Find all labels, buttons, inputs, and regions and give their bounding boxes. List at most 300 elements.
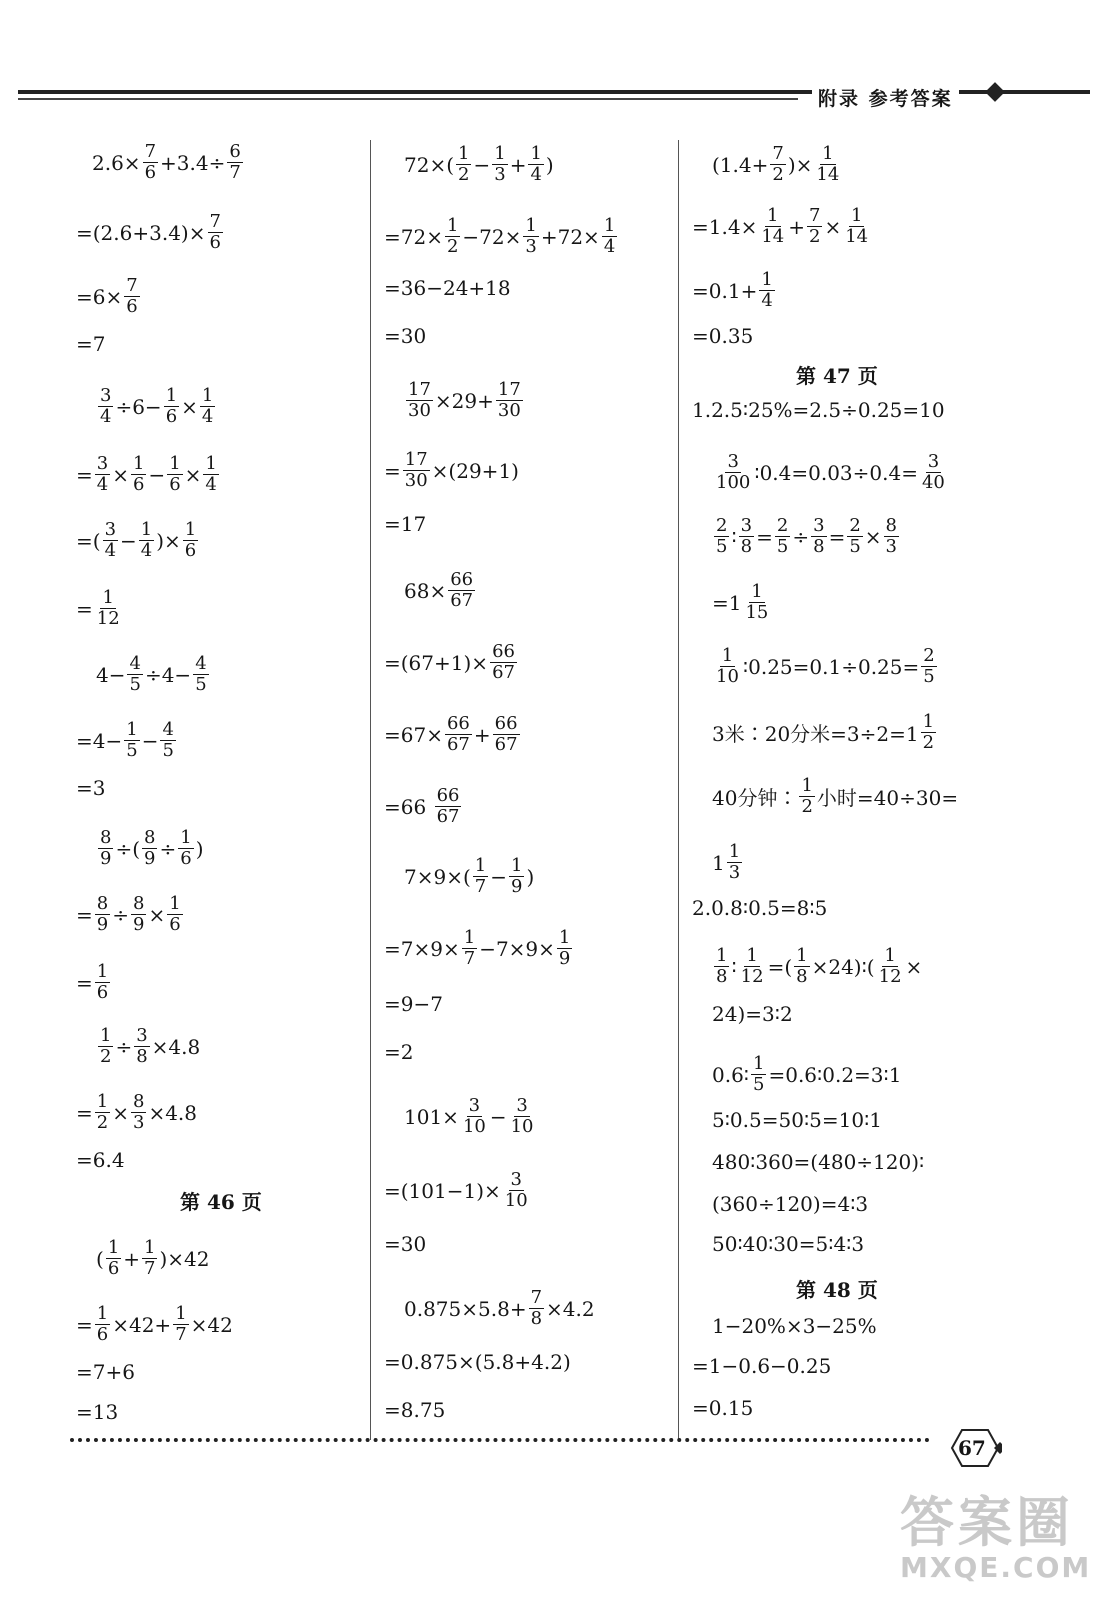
page-heading xyxy=(796,1274,878,1303)
numerator: 3 xyxy=(927,451,940,472)
fraction xyxy=(134,1026,149,1067)
numerator: 3 xyxy=(510,1169,522,1190)
fraction xyxy=(811,516,826,557)
numerator: 17 xyxy=(408,379,431,400)
math-text: − xyxy=(141,728,159,753)
math-text: 第 46 页 xyxy=(180,1190,262,1214)
math-text: + xyxy=(509,152,527,177)
numerator: 1 xyxy=(175,1303,187,1324)
math-text: × xyxy=(864,524,882,549)
math-text: =(2.6+3.4)× xyxy=(76,220,206,245)
denominator: 9 xyxy=(144,848,156,869)
denominator: 2 xyxy=(922,732,935,753)
denominator: 5 xyxy=(162,740,174,761)
denominator: 6 xyxy=(180,848,192,869)
denominator: 6 xyxy=(169,914,181,935)
numerator: 3 xyxy=(136,1025,148,1046)
fraction xyxy=(714,646,741,687)
numerator: 7 xyxy=(126,275,138,296)
math-text: 0.6∶ xyxy=(712,1062,750,1087)
numerator: 1 xyxy=(96,1091,109,1112)
math-line xyxy=(384,928,574,969)
denominator: 7 xyxy=(175,1324,187,1345)
fraction xyxy=(462,928,477,969)
math-text: 第 47 页 xyxy=(796,364,878,388)
math-line xyxy=(692,896,827,920)
fraction xyxy=(98,828,113,869)
numerator: 1 xyxy=(721,645,734,666)
math-text: ∶ xyxy=(731,524,737,549)
numerator: 1 xyxy=(767,205,779,226)
math-text: − xyxy=(120,528,137,553)
numerator: 66 xyxy=(492,641,515,662)
numerator: 7 xyxy=(209,211,221,232)
denominator: 30 xyxy=(404,470,428,491)
math-text: =3 xyxy=(76,776,106,800)
math-text: + xyxy=(473,722,491,747)
numerator: 66 xyxy=(450,569,474,590)
numerator: 1 xyxy=(558,927,571,948)
numerator: 3 xyxy=(104,519,117,540)
math-line xyxy=(76,212,225,253)
math-text: ×29+ xyxy=(434,388,494,413)
denominator: 14 xyxy=(761,226,785,247)
fraction xyxy=(160,720,175,761)
math-line xyxy=(384,450,519,491)
numerator: 1 xyxy=(144,1237,156,1258)
math-text: =8.75 xyxy=(384,1398,446,1422)
math-text: − xyxy=(473,152,491,177)
math-text: (360÷120)=4∶3 xyxy=(712,1192,869,1216)
numerator: 1 xyxy=(746,945,758,966)
math-text: )× xyxy=(156,528,181,553)
math-text: = xyxy=(384,458,401,483)
math-line xyxy=(384,324,426,348)
math-line xyxy=(692,1354,831,1378)
denominator: 6 xyxy=(96,982,109,1003)
math-text: =30 xyxy=(384,324,427,348)
math-line xyxy=(76,894,185,935)
page-heading xyxy=(180,1186,262,1215)
math-line xyxy=(76,588,124,629)
denominator: 2 xyxy=(96,1112,109,1133)
math-line xyxy=(692,270,777,311)
numerator: 8 xyxy=(96,893,109,914)
footer-dotted-rule xyxy=(70,1438,930,1442)
numerator: 8 xyxy=(144,827,156,848)
math-text: =7×9× xyxy=(384,936,460,961)
denominator: 8 xyxy=(530,1308,543,1329)
fraction xyxy=(178,828,193,869)
fraction xyxy=(95,588,122,629)
denominator: 7 xyxy=(144,1258,156,1279)
denominator: 2 xyxy=(446,236,459,257)
math-text: ×(29+1) xyxy=(431,458,519,483)
math-text: = xyxy=(76,1100,93,1125)
numerator: 2 xyxy=(849,515,861,536)
math-text: =0.35 xyxy=(692,324,754,348)
fraction xyxy=(814,144,841,185)
fraction xyxy=(473,856,488,897)
math-line xyxy=(76,1400,118,1424)
numerator: 3 xyxy=(727,451,739,472)
fraction xyxy=(714,946,729,987)
denominator: 30 xyxy=(497,400,521,421)
math-text: =9−7 xyxy=(384,992,443,1016)
fraction xyxy=(95,454,110,495)
math-line xyxy=(712,1108,882,1132)
math-line xyxy=(692,1396,753,1420)
math-text: =0.6∶0.2=3∶1 xyxy=(768,1062,902,1087)
fraction xyxy=(183,520,198,561)
denominator: 8 xyxy=(740,536,753,557)
denominator: 7 xyxy=(229,162,241,183)
math-text: ) xyxy=(545,152,554,177)
math-line xyxy=(384,642,519,683)
denominator: 6 xyxy=(132,474,145,495)
math-text: ×42+ xyxy=(112,1312,172,1337)
math-text: +72× xyxy=(540,224,600,249)
denominator: 4 xyxy=(761,290,773,311)
column-divider xyxy=(678,140,679,1440)
denominator: 10 xyxy=(510,1116,534,1137)
numerator: 7 xyxy=(772,143,784,164)
denominator: 10 xyxy=(462,1116,486,1137)
numerator: 3 xyxy=(100,385,112,406)
fraction xyxy=(739,516,754,557)
math-text: )×42 xyxy=(159,1246,210,1271)
fraction xyxy=(403,450,430,491)
denominator: 9 xyxy=(558,948,571,969)
numerator: 1 xyxy=(850,205,863,226)
numerator: 66 xyxy=(436,785,460,806)
diamond-icon xyxy=(985,82,1005,102)
denominator: 4 xyxy=(603,236,616,257)
denominator: 6 xyxy=(107,1258,120,1279)
denominator: 4 xyxy=(530,164,542,185)
math-text: =72× xyxy=(384,224,443,249)
denominator: 8 xyxy=(136,1046,148,1067)
numerator: 1 xyxy=(474,855,487,876)
fraction xyxy=(775,516,790,557)
numerator: 2 xyxy=(716,515,728,536)
math-line xyxy=(712,1150,924,1174)
denominator: 4 xyxy=(201,406,214,427)
denominator: 8 xyxy=(813,536,825,557)
fraction xyxy=(124,720,139,761)
fraction xyxy=(98,1026,113,1067)
numerator: 1 xyxy=(796,945,808,966)
fraction xyxy=(98,386,113,427)
fraction xyxy=(167,454,182,495)
math-text: ×4.8 xyxy=(151,1034,201,1059)
fraction xyxy=(445,714,472,755)
fraction xyxy=(529,1288,544,1329)
math-text: = xyxy=(828,524,846,549)
numerator: 1 xyxy=(530,143,542,164)
math-text: =17 xyxy=(384,512,427,536)
math-text: = xyxy=(76,462,93,487)
fraction xyxy=(173,1304,188,1345)
numerator: 1 xyxy=(884,945,896,966)
numerator: 8 xyxy=(132,1091,145,1112)
math-text: = xyxy=(76,596,93,621)
numerator: 3 xyxy=(813,515,825,536)
fraction xyxy=(448,570,475,611)
denominator: 3 xyxy=(728,862,741,883)
math-text: ) xyxy=(526,864,535,889)
numerator: 2 xyxy=(776,515,789,536)
fraction xyxy=(200,386,215,427)
math-line xyxy=(384,276,511,300)
math-line xyxy=(712,1054,901,1095)
denominator: 40 xyxy=(921,472,945,493)
fraction xyxy=(139,520,154,561)
fraction xyxy=(193,654,208,695)
denominator: 4 xyxy=(104,540,117,561)
fraction xyxy=(794,946,809,987)
denominator: 30 xyxy=(408,400,431,421)
math-text: × xyxy=(112,462,129,487)
math-text: =(101−1)× xyxy=(384,1178,501,1203)
denominator: 6 xyxy=(209,232,221,253)
fraction xyxy=(131,1092,146,1133)
denominator: 12 xyxy=(878,966,902,987)
math-text: 68× xyxy=(404,578,447,603)
fraction xyxy=(164,386,179,427)
fraction xyxy=(106,1238,121,1279)
math-text: × xyxy=(112,1100,129,1125)
numerator: 7 xyxy=(530,1287,543,1308)
denominator: 6 xyxy=(144,162,157,183)
math-text: ÷6− xyxy=(115,394,162,419)
denominator: 67 xyxy=(494,734,518,755)
fraction xyxy=(739,946,766,987)
numerator: 1 xyxy=(165,385,178,406)
denominator: 14 xyxy=(816,164,840,185)
math-text: ) xyxy=(195,836,204,861)
math-text: = xyxy=(76,902,93,927)
numerator: 4 xyxy=(195,653,207,674)
fraction xyxy=(406,380,433,421)
math-text: ÷ xyxy=(792,524,810,549)
math-text: =(67+1)× xyxy=(384,650,489,675)
math-line xyxy=(404,1288,595,1329)
denominator: 2 xyxy=(100,1046,112,1067)
math-line xyxy=(712,1002,793,1026)
math-line xyxy=(384,714,522,755)
math-text: =4− xyxy=(76,728,123,753)
math-text: ( xyxy=(96,1246,104,1271)
math-text: ×4.2 xyxy=(546,1296,595,1321)
math-line xyxy=(76,1360,135,1384)
denominator: 6 xyxy=(165,406,178,427)
fraction xyxy=(503,1170,530,1211)
fraction xyxy=(127,654,142,695)
math-line xyxy=(76,520,200,561)
math-line xyxy=(96,1026,200,1067)
math-line xyxy=(76,1092,197,1133)
numerator: 66 xyxy=(494,713,518,734)
denominator: 6 xyxy=(169,474,181,495)
math-text: = xyxy=(76,970,93,995)
math-text: 50∶40∶30=5∶4∶3 xyxy=(712,1232,865,1256)
numerator: 2 xyxy=(923,645,935,666)
numerator: 1 xyxy=(463,927,476,948)
fraction xyxy=(227,142,242,183)
denominator: 5 xyxy=(776,536,789,557)
math-text: ×42 xyxy=(190,1312,233,1337)
numerator: 1 xyxy=(169,893,181,914)
math-text: =6× xyxy=(76,284,123,309)
fraction xyxy=(95,1092,110,1133)
fraction xyxy=(751,1054,766,1095)
denominator: 67 xyxy=(450,590,474,611)
denominator: 4 xyxy=(140,540,153,561)
math-line xyxy=(692,398,945,422)
math-line xyxy=(92,142,245,183)
math-text: ∶ xyxy=(731,954,737,979)
fraction xyxy=(461,1096,488,1137)
denominator: 7 xyxy=(474,876,487,897)
math-line xyxy=(76,720,178,761)
denominator: 2 xyxy=(801,796,813,817)
math-text: =30 xyxy=(384,1232,427,1256)
fraction xyxy=(124,276,139,317)
numerator: 1 xyxy=(525,215,537,236)
fraction xyxy=(509,856,524,897)
denominator: 4 xyxy=(100,406,112,427)
fraction xyxy=(921,646,936,687)
math-text: =1 xyxy=(712,590,742,615)
denominator: 2 xyxy=(809,226,821,247)
denominator: 9 xyxy=(96,914,109,935)
math-line xyxy=(76,776,105,800)
numerator: 1 xyxy=(728,841,741,862)
numerator: 1 xyxy=(822,143,834,164)
math-line xyxy=(404,144,554,185)
denominator: 7 xyxy=(463,948,476,969)
watermark-top: 答案圈 xyxy=(900,1491,1074,1554)
math-line xyxy=(96,654,211,695)
math-line xyxy=(76,332,105,356)
math-text: =36−24+18 xyxy=(384,276,511,300)
math-text: =7+6 xyxy=(76,1360,135,1384)
denominator: 4 xyxy=(205,474,217,495)
math-text: )× xyxy=(787,152,813,177)
math-text: ×24)∶( xyxy=(811,954,875,979)
numerator: 1 xyxy=(180,827,192,848)
numerator: 3 xyxy=(468,1095,481,1116)
math-text: × xyxy=(181,394,198,419)
fraction xyxy=(743,582,770,623)
fraction xyxy=(759,206,786,247)
numerator: 1 xyxy=(751,581,763,602)
denominator: 5 xyxy=(923,666,935,687)
numerator: 66 xyxy=(446,713,470,734)
math-text: 24)=3∶2 xyxy=(712,1002,793,1026)
math-text: (1.4+ xyxy=(712,152,769,177)
numerator: 4 xyxy=(129,653,141,674)
numerator: 1 xyxy=(494,143,506,164)
fraction xyxy=(509,1096,536,1137)
fraction xyxy=(492,144,507,185)
fraction xyxy=(493,714,520,755)
math-line xyxy=(96,1238,210,1279)
math-text: =66 xyxy=(384,794,433,819)
denominator: 100 xyxy=(716,472,751,493)
math-text: × xyxy=(184,462,202,487)
math-text: − xyxy=(148,462,166,487)
math-text: 4− xyxy=(96,662,126,687)
numerator: 6 xyxy=(229,141,241,162)
denominator: 5 xyxy=(126,740,138,761)
denominator: 3 xyxy=(525,236,537,257)
math-text: 40分钟∶ xyxy=(712,786,798,810)
math-text: =1.4× xyxy=(692,214,758,239)
math-text: =6.4 xyxy=(76,1148,125,1172)
math-text: 5∶0.5=50∶5=10∶1 xyxy=(712,1108,883,1132)
numerator: 1 xyxy=(100,1025,112,1046)
fraction xyxy=(557,928,572,969)
fraction xyxy=(445,216,460,257)
math-text: 480∶360=(480÷120)∶ xyxy=(712,1150,925,1174)
fraction xyxy=(884,516,899,557)
denominator: 10 xyxy=(504,1190,528,1211)
numerator: 1 xyxy=(801,775,813,796)
fraction xyxy=(523,216,538,257)
math-text: 1−20%×3−25% xyxy=(712,1314,877,1338)
numerator: 1 xyxy=(458,143,470,164)
math-line xyxy=(404,380,525,421)
denominator: 4 xyxy=(96,474,109,495)
fraction xyxy=(714,452,752,493)
fraction xyxy=(203,454,218,495)
numerator: 1 xyxy=(132,453,145,474)
watermark-bottom: MXQE.COM xyxy=(900,1551,1092,1584)
math-text: 第 48 页 xyxy=(796,1278,878,1302)
math-line xyxy=(712,842,744,883)
fraction xyxy=(95,962,110,1003)
denominator: 6 xyxy=(126,296,138,317)
math-text: ×4.8 xyxy=(148,1100,198,1125)
math-text: =7 xyxy=(76,332,106,356)
math-line xyxy=(384,786,463,827)
math-text: ÷( xyxy=(115,836,141,861)
numerator: 3 xyxy=(96,453,109,474)
math-line xyxy=(692,206,872,247)
math-text: × xyxy=(148,902,166,927)
math-text: − xyxy=(489,1104,507,1129)
math-line xyxy=(712,646,939,687)
denominator: 14 xyxy=(845,226,869,247)
numerator: 3 xyxy=(516,1095,528,1116)
fraction xyxy=(490,642,517,683)
math-line xyxy=(712,776,958,817)
denominator: 6 xyxy=(184,540,197,561)
numerator: 1 xyxy=(140,519,153,540)
math-text: =1−0.6−0.25 xyxy=(692,1354,832,1378)
math-text: =0.15 xyxy=(692,1396,754,1420)
math-text: 小时=40÷30= xyxy=(816,786,959,810)
numerator: 1 xyxy=(603,215,616,236)
fraction xyxy=(759,270,774,311)
denominator: 9 xyxy=(100,848,112,869)
math-line xyxy=(384,1350,571,1374)
fraction xyxy=(877,946,904,987)
denominator: 5 xyxy=(195,674,207,695)
math-text: 7×9×( xyxy=(404,864,471,889)
